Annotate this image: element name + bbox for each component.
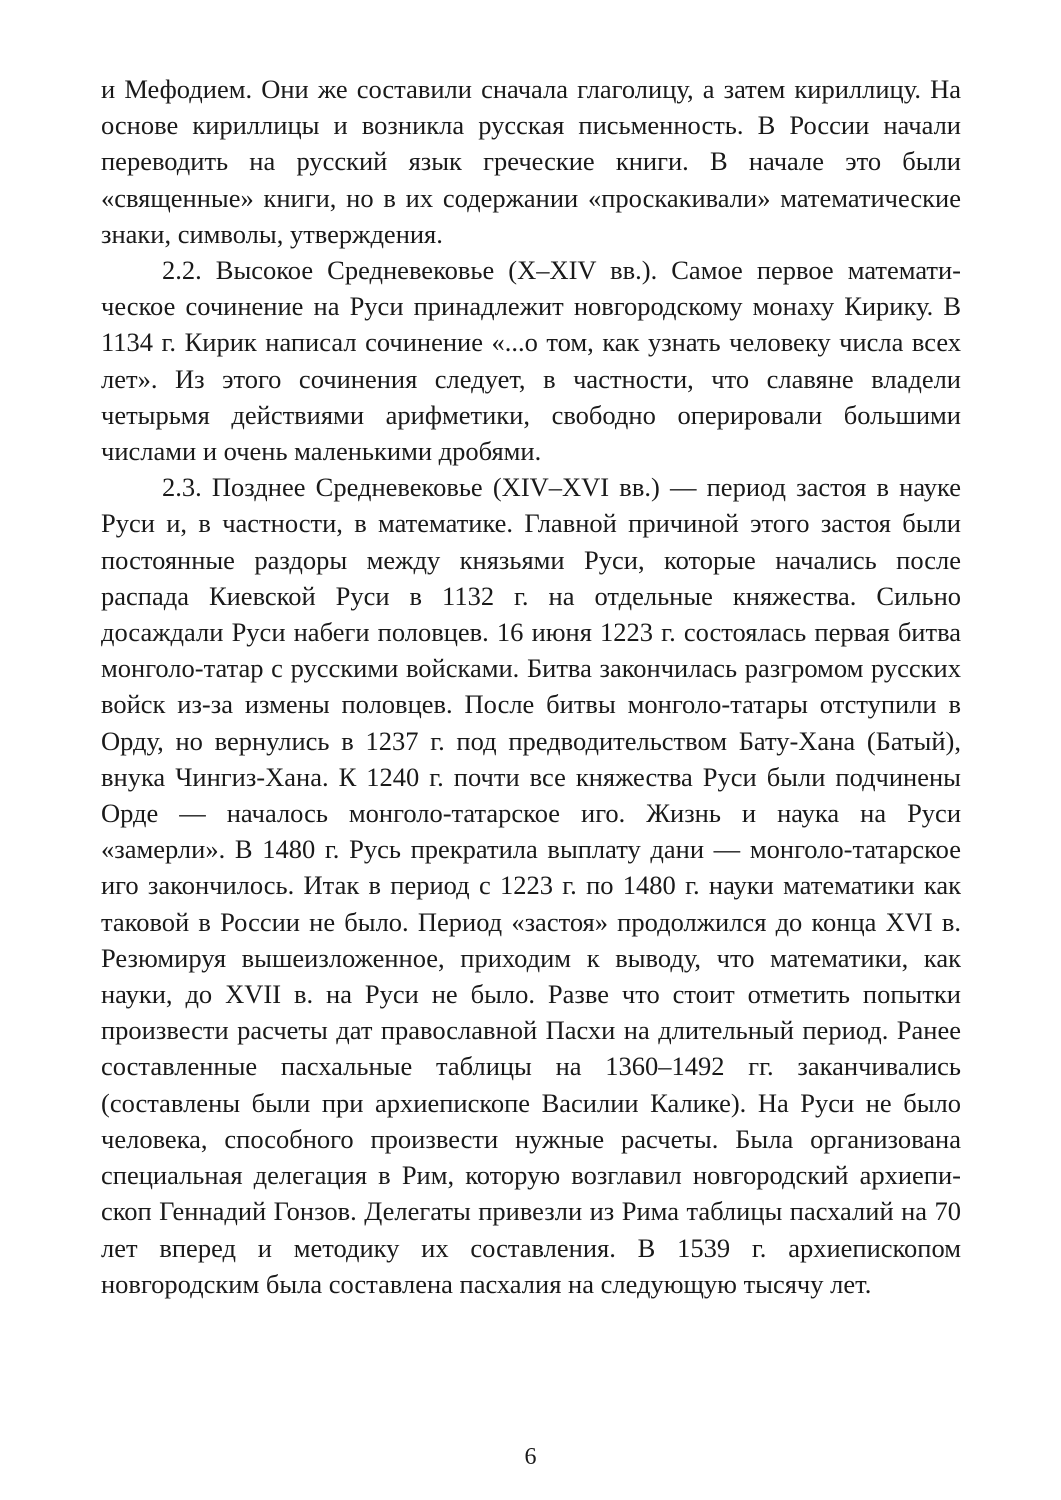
page-number: 6 (524, 1444, 537, 1470)
paragraph-high-middle-ages: 2.2. Высокое Средневековье (X–XIV вв.). Самое первое математическое сочинение на Руси принадлежит новгородскому монаху Кирику. В 1134 г. Кирик написал сочинение «...о том, как узнать человеку числа всех лет». Из этого сочинения следует, в частности, что славяне владели четырьмя действиями арифметики, свободно оперировали большими числами и очень маленькими дробями. (101, 255, 961, 467)
paragraph-late-middle-ages: 2.3. Позднее Средневековье (XIV–XVI вв.) — период застоя в науке Руси и, в частности, в математике. Главной причиной этого застоя были постоянные раздоры между князьями Руси, которые начались после распада Киевской Руси в 1132 г. на отдельные княжества. Сильно досаждали Руси набеги половцев. 16 июня 1223 г. состоялась первая битва монголо-татар с русскими войсками. Битва закончилась разгромом русских войск из-за измены половцев. После битвы монголо-татары отступили в Орду, но вернулись в 1237 г. под предводительством Бату-Хана (Батый), внука Чингиз-Хана. К 1240 г. почти все княжества Руси были подчинены Орде — началось монголо-татарское иго. Жизнь и наука на Руси «замерли». В 1480 г. Русь прекратила выплату дани — монголо-татарское иго закончилось. Итак в период с 1223 г. по 1480 г. науки математики как таковой в России не было. Период «застоя» продолжился до конца XVI в. Резюмируя вышеизложенное, приходим к выводу, что математики, как науки, до XVII в. на Руси не было. Разве что стоит отметить попытки произвести расчеты дат православной Пасхи на длительный период. Ранее составленные пасхальные таблицы на 1360–1492 гг. заканчивались (составлены были при архиепископе Василии Калике). На Руси не было человека, способного произвести нужные расчеты. Была организована специальная делегация в Рим, которую возглавил новгородский архиепископ Геннадий Гонзов. Делегаты привезли из Рима таблицы пасхалий на 70 лет вперед и методику их составления. В 1539 г. архиепископом новгородским была составлена пасхалия на следующую тысячу лет. (101, 472, 961, 1299)
paragraph-continuation: и Мефодием. Они же составили сначала глаголицу, а затем кириллицу. На основе кириллицы и возникла русская письменность. В России начали переводить на русский язык греческие книги. В начале это были «священные» книги, но в их содержании «проскакивали» математические знаки, символы, утверждения. (101, 74, 961, 249)
body-text (101, 71, 961, 1302)
